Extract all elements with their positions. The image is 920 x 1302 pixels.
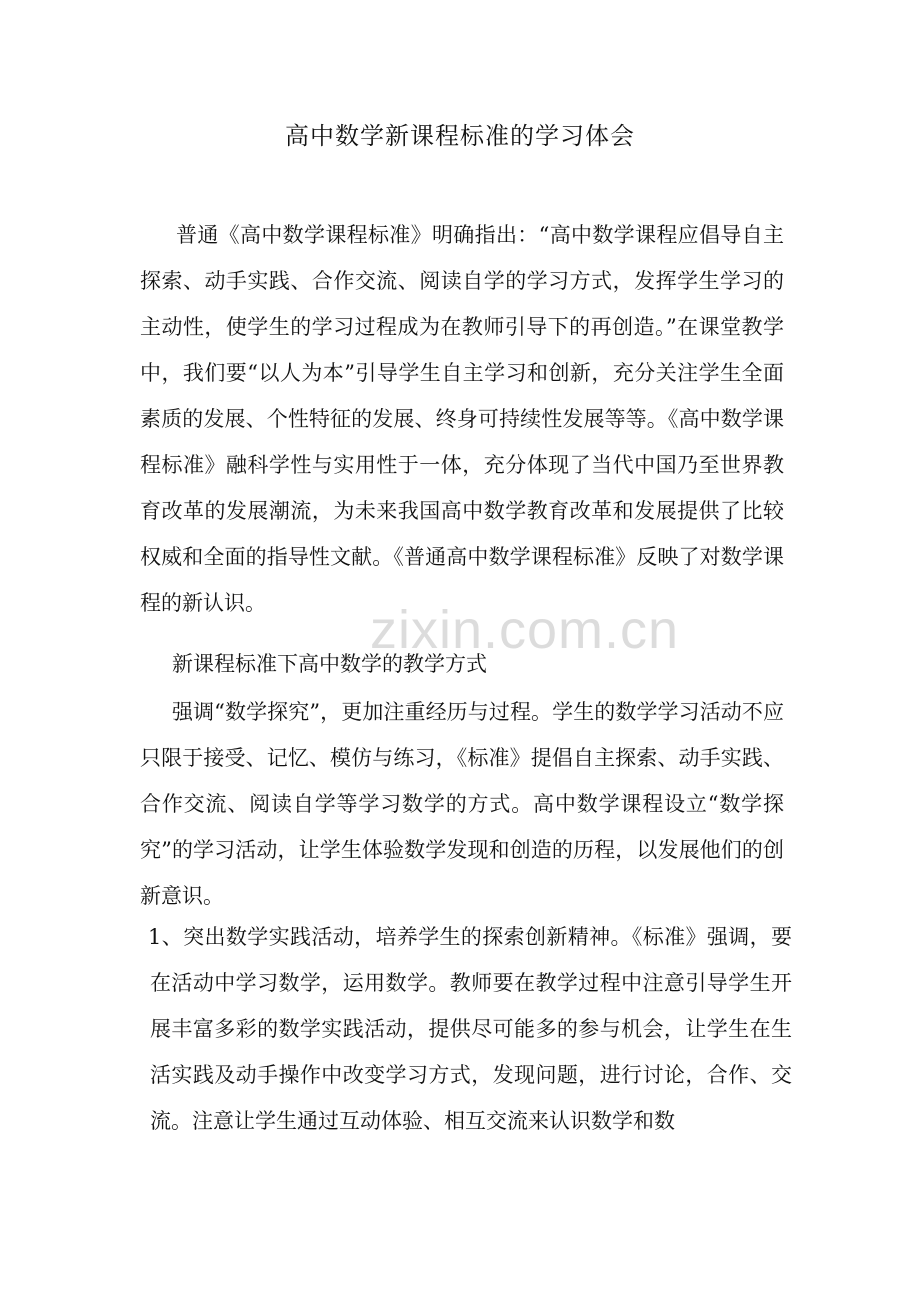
paragraph-inquiry: 强调“数学探究”，更加注重经历与过程。学生的数学学习活动不应只限于接受、记忆、模仿与练习，《标准》提倡自主探索、动手实践、合作交流、阅读自学等学习数学的方式。高中数学课程设立“数学探究”的学习活动，让学生体验数学发现和创造的历程，以发展他们的创新意识。 xyxy=(140,700,784,908)
page-title: 高中数学新课程标准的学习体会 xyxy=(285,122,635,150)
section-heading: 新课程标准下高中数学的教学方式 xyxy=(172,652,487,676)
watermark: zixin.com.cn xyxy=(370,600,680,660)
paragraph-point-1: 1、突出数学实践活动，培养学生的探索创新精神。《标准》强调，要在活动中学习数学，运用数学。教师要在教学过程中注意引导学生开展丰富多彩的数学实践活动，提供尽可能多的参与机会，让学生在生活实践及动手操作中改变学习方式，发现问题，进行讨论，合作、交流。注意让学生通过互动体验、相互交流来认识数学和数 xyxy=(148,925,792,1133)
paragraph-intro: 普通《高中数学课程标准》明确指出：“高中数学课程应倡导自主探索、动手实践、合作交流、阅读自学的学习方式，发挥学生学习的主动性，使学生的学习过程成为在教师引导下的再创造。”在课堂教学中，我们要“以人为本”引导学生自主学习和创新，充分关注学生全面素质的发展、个性特征的发展、终身可持续性发展等等。《高中数学课程标准》融科学性与实用性于一体，充分体现了当代中国乃至世界教育改革的发展潮流，为未来我国高中数学教育改革和发展提供了比较权威和全面的指导性文献。《普通高中数学课程标准》反映了对数学课程的新认识。 xyxy=(140,223,784,615)
